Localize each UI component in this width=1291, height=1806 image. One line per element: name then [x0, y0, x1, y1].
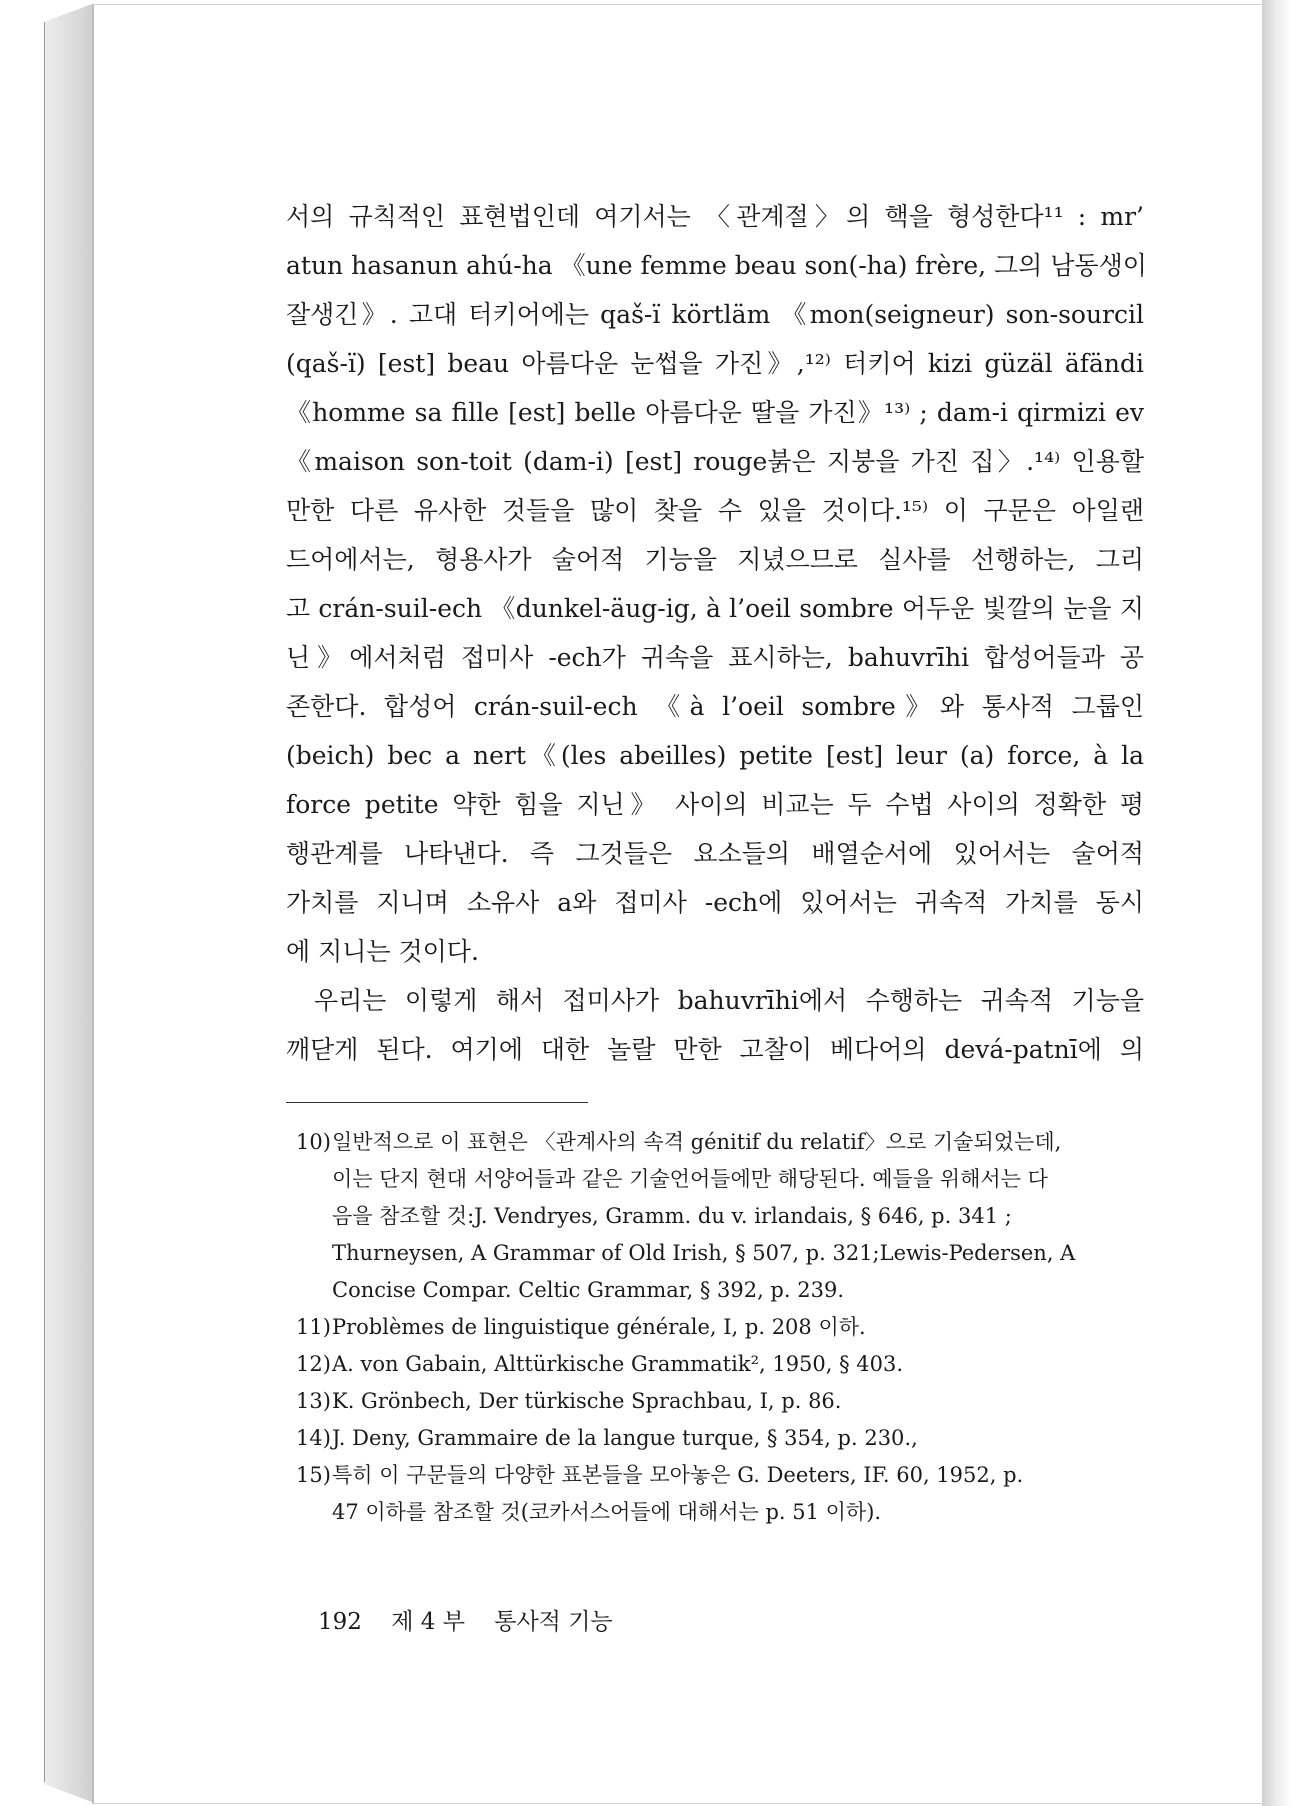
text-line: 행관계를 나타낸다. 즉 그것들은 요소들의 배열순서에 있어서는 술어적: [286, 839, 1144, 868]
footnote-line: 음을 참조할 것:J. Vendryes, Gramm. du v. irlandais, § 646, p. 341 ;: [332, 1204, 1012, 1228]
text-line: 닌》에서처럼 접미사 -ech가 귀속을 표시하는, bahuvrīhi 합성어들과 공: [286, 643, 1144, 672]
text-line: 존한다. 합성어 crán-suil-ech 《à l’oeil sombre》와 통사적 그룹인: [286, 692, 1144, 721]
paragraph-2: [286, 976, 1144, 1074]
footnotes: [296, 1124, 1144, 1531]
text-line: 만한 다른 유사한 것들을 많이 찾을 수 있을 것이다.¹⁵⁾ 이 구문은 아일랜: [286, 496, 1144, 525]
text-line: atun hasanun ahú-ha 《une femme beau son(-ha) frère, 그의 남동생이: [286, 251, 1147, 280]
footnote-10: [296, 1124, 1144, 1309]
footnote-number: 15): [296, 1463, 331, 1487]
footnote-line: 이는 단지 현대 서양어들과 같은 기술언어들에만 해당된다. 예들을 위해서는 다: [332, 1167, 1048, 1191]
footnote-number: 10): [296, 1130, 331, 1154]
footnote-number: 11): [296, 1315, 331, 1339]
page-footer: [318, 1606, 635, 1638]
footnote-line: J. Deny, Grammaire de la langue turque, § 354, p. 230.,: [332, 1426, 918, 1450]
footnote-14: [296, 1420, 1144, 1457]
text-line: 《maison son-toit (dam-i) [est] rouge붉은 지붕을 가진 집〉.¹⁴⁾ 인용할: [286, 447, 1144, 476]
text-line: (beich) bec a nert《(les abeilles) petite [est] leur (a) force, à la: [286, 741, 1144, 770]
paragraph-1: [286, 192, 1147, 976]
text-line: force petite 약한 힘을 지닌》 사이의 비교는 두 수법 사이의 정확한 평: [286, 790, 1144, 819]
spine-edge-line: [44, 22, 45, 1782]
text-line: 에 지니는 것이다.: [286, 937, 479, 966]
section-label: 통사적 기능: [494, 1609, 613, 1635]
text-line: 잘생긴》. 고대 터키어에는 qaš-ï körtläm 《mon(seigneur) son-sourcil: [286, 300, 1144, 329]
footnote-line: K. Grönbech, Der türkische Sprachbau, I, p. 86.: [332, 1389, 842, 1413]
part-label: 제 4 부: [391, 1609, 465, 1635]
footnote-15: [296, 1457, 1144, 1531]
text-line: (qaš-ï) [est] beau 아름다운 눈썹을 가진》,¹²⁾ 터키어 kizi güzäl äfändi: [286, 349, 1144, 378]
footnote-line: Thurneysen, A Grammar of Old Irish, § 507, p. 321;Lewis-Pedersen, A: [332, 1241, 1076, 1265]
main-text: [286, 192, 1147, 1074]
text-line: 가치를 지니며 소유사 a와 접미사 -ech에 있어서는 귀속적 가치를 동시: [286, 888, 1144, 917]
footnote-line: 47 이하를 참조할 것(코카서스어들에 대해서는 p. 51 이하).: [332, 1500, 882, 1524]
text-line: 깨닫게 된다. 여기에 대한 놀랄 만한 고찰이 베다어의 devá-patnī에 의: [286, 1035, 1144, 1064]
footnote-line: A. von Gabain, Alttürkische Grammatik², 1950, § 403.: [332, 1352, 904, 1376]
footnote-number: 13): [296, 1389, 331, 1413]
footnote-line: 특히 이 구문들의 다양한 표본들을 모아놓은 G. Deeters, IF. 60, 1952, p.: [332, 1463, 1024, 1487]
footnote-12: [296, 1346, 1144, 1383]
book-spine: [44, 4, 92, 1802]
text-line: 드어에서는, 형용사가 술어적 기능을 지녔으므로 실사를 선행하는, 그리: [286, 545, 1144, 574]
footnote-number: 14): [296, 1426, 331, 1450]
text-line: 서의 규칙적인 표현법인데 여기서는 〈관계절〉의 핵을 형성한다¹¹ : mr’: [286, 202, 1144, 231]
footnote-separator: [286, 1102, 588, 1103]
footnote-line: Problèmes de linguistique générale, I, p. 208 이하.: [332, 1315, 866, 1339]
text-line: 우리는 이렇게 해서 접미사가 bahuvrīhi에서 수행하는 귀속적 기능을: [314, 986, 1144, 1015]
footnote-13: [296, 1383, 1144, 1420]
page-shadow: [1262, 0, 1291, 1806]
footnote-number: 12): [296, 1352, 331, 1376]
page-number: 192: [318, 1609, 362, 1635]
footnote-11: [296, 1309, 1144, 1346]
footnote-line: Concise Compar. Celtic Grammar, § 392, p. 239.: [332, 1278, 844, 1302]
footnote-line: 일반적으로 이 표현은 〈관계사의 속격 génitif du relatif〉으로 기술되었는데,: [332, 1130, 1062, 1154]
text-line: 《homme sa fille [est] belle 아름다운 딸을 가진》¹³⁾ ; dam-i qirmizi ev: [286, 398, 1144, 427]
text-line: 고 crán-suil-ech 《dunkel-äug-ig, à l’oeil sombre 어두운 빛깔의 눈을 지: [286, 594, 1144, 623]
